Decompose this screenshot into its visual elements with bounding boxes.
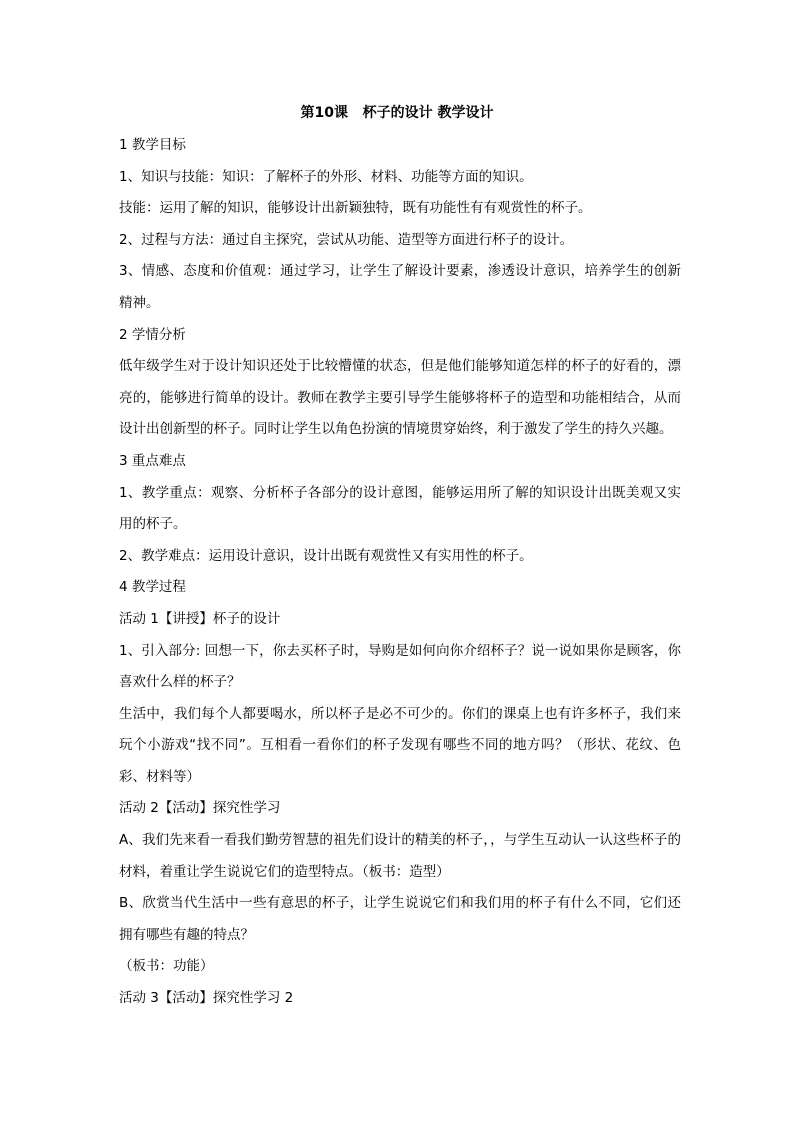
paragraph-process-methods: 2、过程与方法：通过自主探究，尝试从功能、造型等方面进行杯子的设计。 bbox=[119, 231, 574, 248]
paragraph-introduction: 1、引入部分: 回想一下，你去买杯子时，导购是如何向你介绍杯子？说一说如果你是顾客，你喜欢什么样的杯子？ bbox=[119, 642, 681, 691]
document-title: 第10课 杯子的设计 教学设计 bbox=[300, 105, 494, 121]
section-heading-process: 4 教学过程 bbox=[119, 579, 186, 596]
paragraph-learner-analysis: 低年级学生对于设计知识还处于比较懵懂的状态，但是他们能够知道怎样的杯子的好看的，漂亮的，能够进行简单的设计。教师在教学主要引导学生能够将杯子的造型和功能相结合，从而设计出创新型的杯子。同时让学生以角色扮演的情境贯穿始终，利于激发了学生的持久兴趣。 bbox=[119, 358, 681, 438]
section-heading-objectives: 1 教学目标 bbox=[119, 137, 186, 153]
paragraph-board-function: （板书：功能） bbox=[119, 958, 214, 975]
activity-2-heading: 活动 2【活动】探究性学习 bbox=[119, 800, 281, 817]
paragraph-ancestor-cups: A、我们先来看一看我们勤劳智慧的祖先们设计的精美的杯子，，与学生互动认一认这些杯子的材料，着重让学生说说它们的造型特点。（板书：造型） bbox=[119, 832, 681, 880]
section-heading-learner-analysis: 2 学情分析 bbox=[119, 326, 186, 343]
activity-1-heading: 活动 1【讲授】杯子的设计 bbox=[119, 610, 281, 627]
activity-3-heading: 活动 3【活动】探究性学习 2 bbox=[119, 990, 294, 1007]
paragraph-teaching-difficulty: 2、教学难点：运用设计意识，设计出既有观赏性又有实用性的杯子。 bbox=[119, 547, 533, 564]
paragraph-emotion-values: 3、情感、态度和价值观：通过学习，让学生了解设计要素，渗透设计意识，培养学生的创新精神。 bbox=[119, 263, 681, 311]
section-heading-key-points: 3 重点难点 bbox=[119, 452, 186, 469]
document-body bbox=[119, 130, 681, 1015]
paragraph-modern-cups: B、欣赏当代生活中一些有意思的杯子，让学生说说它们和我们用的杯子有什么不同，它们还拥有哪些有趣的特点？ bbox=[119, 895, 681, 943]
paragraph-skills: 技能：运用了解的知识，能够设计出新颖独特，既有功能性有有观赏性的杯子。 bbox=[119, 200, 592, 217]
paragraph-knowledge-skills: 1、知识与技能：知识：了解杯子的外形、材料、功能等方面的知识。 bbox=[119, 168, 533, 185]
paragraph-find-differences: 生活中，我们每个人都要喝水，所以杯子是必不可少的。你们的课桌上也有许多杯子，我们来玩个小游戏“找不同”。互相看一看你们的杯子发现有哪些不同的地方吗？（形状、花纹、色彩、材料等） bbox=[119, 705, 681, 785]
paragraph-teaching-focus: 1、教学重点：观察、分析杯子各部分的设计意图，能够运用所了解的知识设计出既美观又实用的杯子。 bbox=[119, 484, 681, 533]
